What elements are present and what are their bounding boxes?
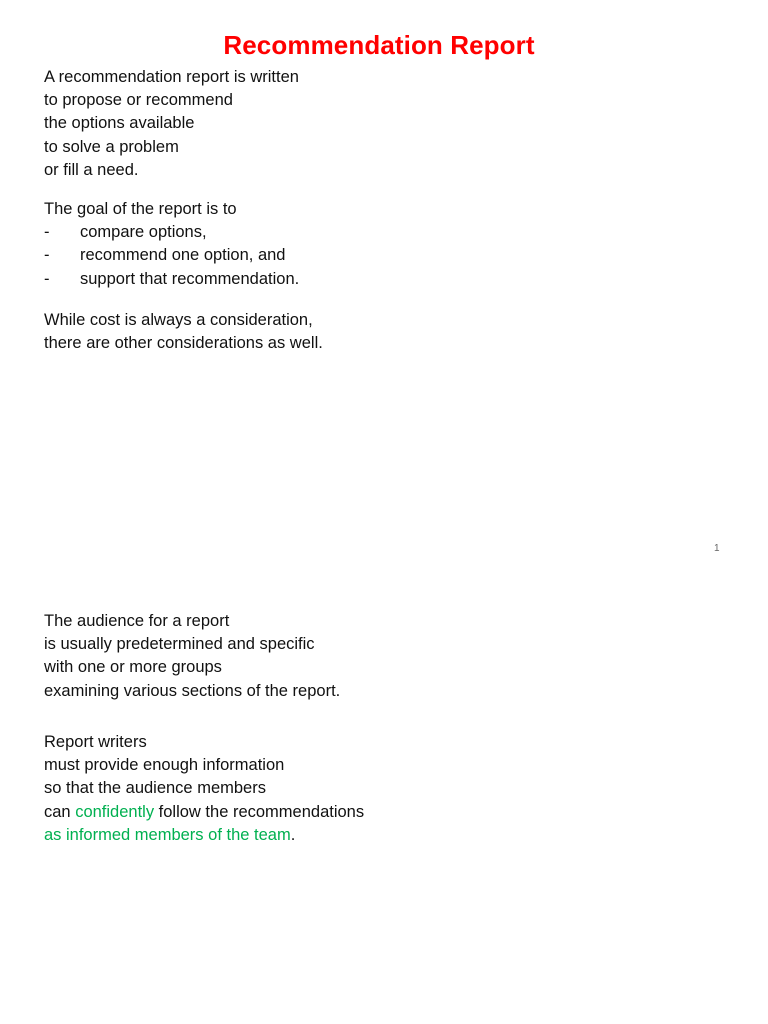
audience-line: is usually predetermined and specific <box>44 635 315 654</box>
writers-line: so that the audience members <box>44 779 266 798</box>
audience-line: examining various sections of the report. <box>44 681 341 700</box>
highlight-informed-members: as informed members of the team <box>44 825 291 844</box>
cost-line: While cost is always a consideration, <box>44 311 313 329</box>
audience-line: with one or more groups <box>44 658 222 677</box>
writers-line <box>44 801 364 824</box>
intro-paragraph <box>44 66 299 182</box>
writers-text: . <box>290 825 296 844</box>
writers-text: can <box>44 802 76 821</box>
goal-bullet <box>44 244 299 267</box>
intro-line: to solve a problem <box>44 137 179 156</box>
goal-bullet-text: support that recommendation. <box>80 269 300 288</box>
bullet-marker: - <box>44 246 50 265</box>
goal-bullet-text: recommend one option, and <box>80 246 286 265</box>
goal-lead: The goal of the report is to <box>44 200 237 218</box>
page-title: Recommendation Report <box>223 30 535 60</box>
goal-section <box>44 198 299 291</box>
audience-paragraph <box>44 610 340 703</box>
cost-line: there are other considerations as well. <box>44 334 323 353</box>
writers-paragraph <box>44 731 364 847</box>
goal-bullet-text: compare options, <box>80 223 207 242</box>
writers-line: must provide enough information <box>44 756 285 775</box>
intro-line: A recommendation report is written <box>44 68 299 86</box>
writers-line: Report writers <box>44 733 147 751</box>
bullet-marker: - <box>44 223 50 242</box>
intro-line: or fill a need. <box>44 160 139 179</box>
cost-paragraph <box>44 309 323 355</box>
goal-bullet <box>44 221 299 244</box>
intro-line: to propose or recommend <box>44 91 233 110</box>
highlight-confidently: confidently <box>75 802 155 821</box>
goal-bullet <box>44 268 299 291</box>
page-number: 1 <box>714 543 720 554</box>
bullet-marker: - <box>44 269 50 288</box>
intro-line: the options available <box>44 114 195 133</box>
writers-line <box>44 824 364 847</box>
writers-text: follow the recommendations <box>154 802 365 821</box>
audience-line: The audience for a report <box>44 612 230 630</box>
